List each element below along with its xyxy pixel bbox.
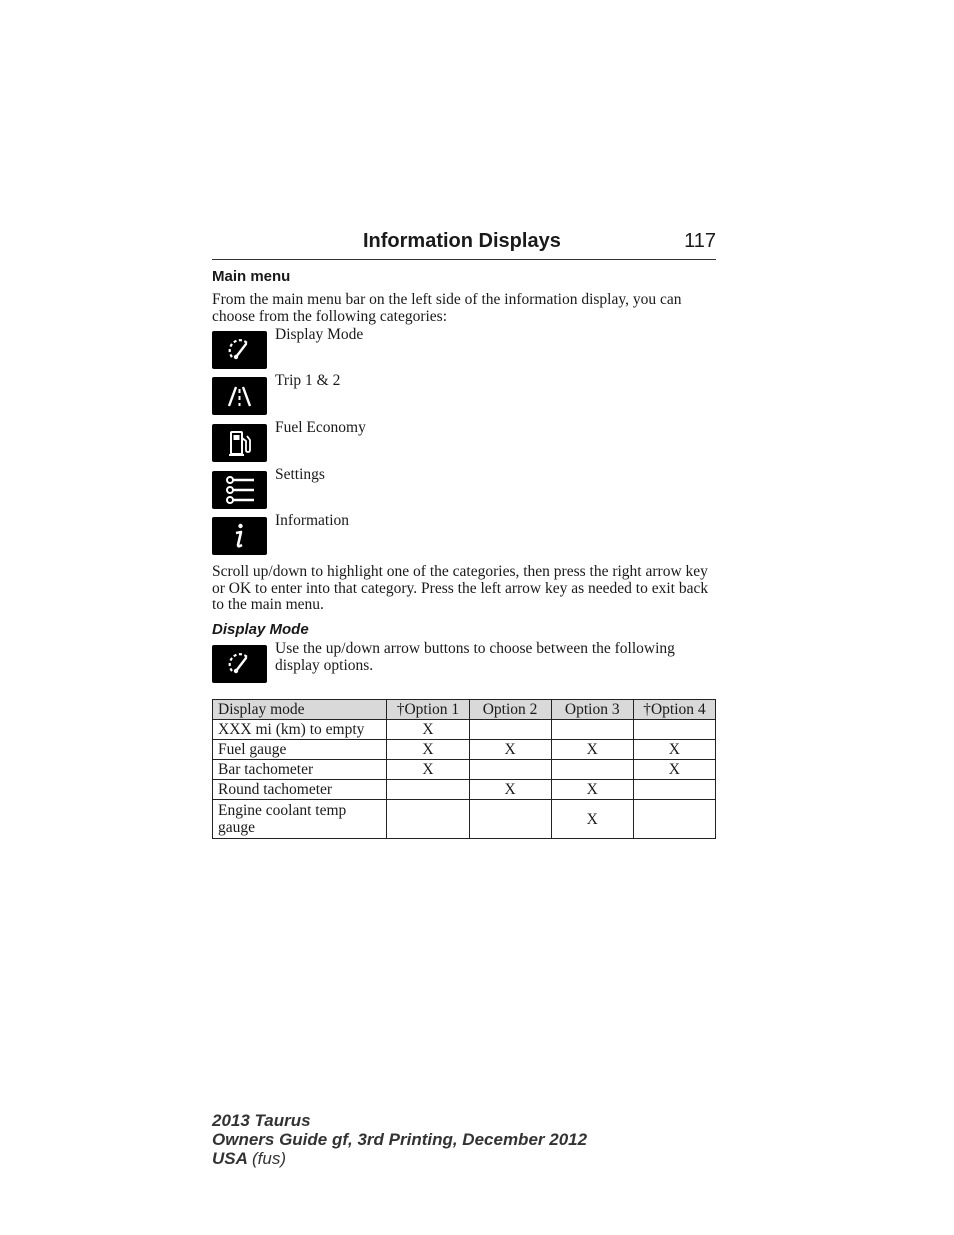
table-cell: Round tachometer [213, 780, 387, 800]
footer-model: 2013 Taurus [212, 1111, 311, 1130]
table-cell [633, 780, 715, 800]
menu-item-information [212, 512, 716, 555]
table-row [213, 800, 716, 839]
menu-item-label: Display Mode [275, 326, 364, 343]
table-row [213, 780, 716, 800]
page-footer [212, 1111, 587, 1168]
page-header [212, 230, 716, 260]
table-cell [469, 760, 551, 780]
footer-region-main: USA [212, 1149, 248, 1168]
display-options-table [212, 699, 716, 839]
menu-item-trip [212, 372, 716, 415]
table-cell: X [551, 740, 633, 760]
info-icon [212, 517, 267, 555]
table-cell [551, 760, 633, 780]
speedometer-icon [212, 645, 267, 683]
footer-region-code: (fus) [252, 1149, 286, 1168]
table-header-cell: Option 2 [469, 700, 551, 720]
footer-region [212, 1149, 587, 1168]
table-cell: Bar tachometer [213, 760, 387, 780]
menu-item-fuel-economy [212, 419, 716, 462]
table-cell [551, 720, 633, 740]
menu-item-label: Information [275, 512, 350, 529]
menu-item-settings [212, 466, 716, 509]
table-cell [387, 800, 469, 839]
speedometer-icon [212, 331, 267, 369]
table-cell: XXX mi (km) to empty [213, 720, 387, 740]
table-cell [387, 780, 469, 800]
footer-edition: Owners Guide gf, 3rd Printing, December 2012 [212, 1130, 588, 1149]
main-menu-instructions: Scroll up/down to highlight one of the categories, then press the right arrow key or OK to enter into that category. Press the left arrow key as needed to exit back to the main menu. [212, 563, 709, 613]
main-menu-intro: From the main menu bar on the left side of the information display, you can choose from the following categories: [212, 291, 682, 325]
table-header-row [213, 700, 716, 720]
table-cell [633, 720, 715, 740]
table-cell: X [551, 800, 633, 839]
display-mode-row [212, 640, 716, 683]
menu-item-label: Settings [275, 466, 325, 483]
table-header-cell: Display mode [213, 700, 387, 720]
section-title: Information Displays [363, 230, 561, 252]
main-menu-heading: Main menu [212, 268, 291, 285]
menu-item-display-mode [212, 326, 716, 369]
table-cell [469, 800, 551, 839]
settings-list-icon [212, 471, 267, 509]
display-mode-text: Use the up/down arrow buttons to choose between the following display options. [275, 640, 675, 674]
table-cell: X [633, 760, 715, 780]
table-row [213, 740, 716, 760]
fuel-pump-icon [212, 424, 267, 462]
table-cell: X [469, 780, 551, 800]
table-row [213, 760, 716, 780]
table-cell: Fuel gauge [213, 740, 387, 760]
table-cell: X [387, 720, 469, 740]
road-icon [212, 377, 267, 415]
table-cell: X [633, 740, 715, 760]
display-mode-heading: Display Mode [212, 621, 309, 638]
menu-item-label: Fuel Economy [275, 419, 366, 436]
table-header-cell: Option 3 [551, 700, 633, 720]
page-number: 117 [684, 230, 716, 252]
menu-item-label: Trip 1 & 2 [275, 372, 341, 389]
table-header-cell: †Option 4 [633, 700, 715, 720]
table-cell [469, 720, 551, 740]
table-cell: X [387, 740, 469, 760]
table-cell: X [551, 780, 633, 800]
table-cell [633, 800, 715, 839]
table-header-cell: †Option 1 [387, 700, 469, 720]
table-row [213, 720, 716, 740]
table-cell: X [469, 740, 551, 760]
table-cell: Engine coolant temp gauge [213, 800, 387, 839]
table-cell: X [387, 760, 469, 780]
